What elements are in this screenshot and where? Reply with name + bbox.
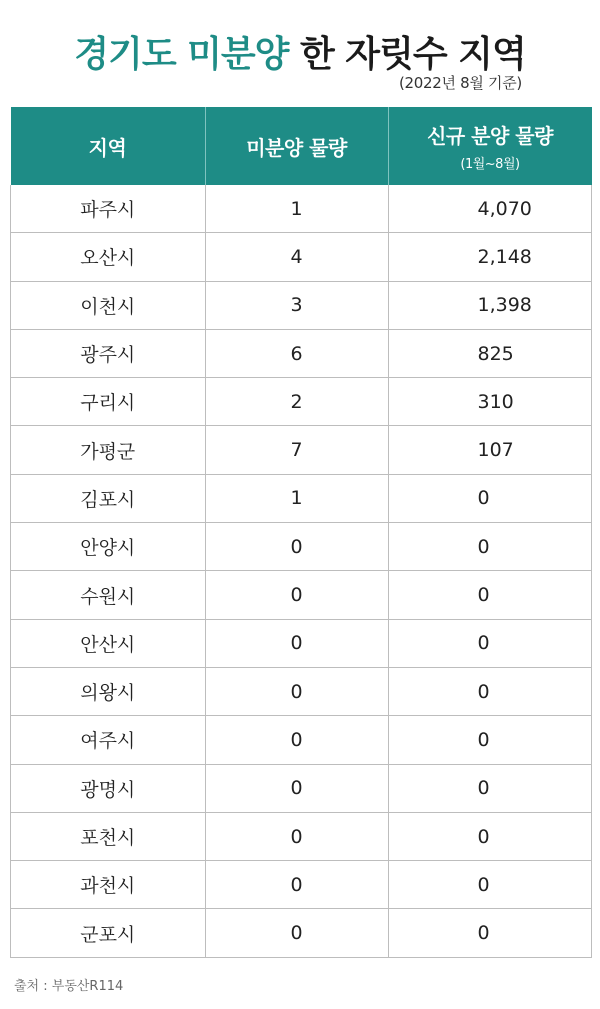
header-region <box>11 107 206 185</box>
cell-unsold: 7 <box>205 426 388 474</box>
title-highlight: 경기도 미분양 <box>74 34 289 75</box>
cell-new-supply: 2,148 <box>388 233 592 281</box>
table-row <box>11 474 592 522</box>
cell-new-supply: 107 <box>388 426 592 474</box>
cell-region: 의왕시 <box>11 667 206 715</box>
table-row <box>11 619 592 667</box>
source-note: 출처 : 부동산R114 <box>14 979 124 994</box>
table-row <box>11 764 592 812</box>
data-table <box>10 107 592 958</box>
table-body <box>11 185 592 957</box>
cell-unsold: 0 <box>205 716 388 764</box>
cell-unsold: 3 <box>205 281 388 329</box>
cell-region: 안산시 <box>11 619 206 667</box>
cell-unsold: 2 <box>205 378 388 426</box>
table-row <box>11 329 592 377</box>
table-header <box>11 107 592 185</box>
header-region-label: 지역 <box>88 135 127 160</box>
cell-new-supply: 0 <box>388 571 592 619</box>
table-row <box>11 426 592 474</box>
table-row <box>11 571 592 619</box>
title-rest: 한 자릿수 지역 <box>288 34 526 75</box>
header-unsold-label: 미분양 물량 <box>246 135 347 160</box>
cell-new-supply: 0 <box>388 619 592 667</box>
cell-region: 광명시 <box>11 764 206 812</box>
cell-unsold: 0 <box>205 861 388 909</box>
cell-region: 파주시 <box>11 185 206 233</box>
table-row <box>11 233 592 281</box>
cell-new-supply: 0 <box>388 474 592 522</box>
cell-unsold: 4 <box>205 233 388 281</box>
cell-unsold: 0 <box>205 619 388 667</box>
header-new-supply <box>388 107 592 185</box>
cell-new-supply: 4,070 <box>388 185 592 233</box>
data-table-container <box>10 107 589 958</box>
cell-unsold: 0 <box>205 764 388 812</box>
cell-region: 수원시 <box>11 571 206 619</box>
cell-new-supply: 825 <box>388 329 592 377</box>
cell-unsold: 0 <box>205 812 388 860</box>
cell-region: 안양시 <box>11 523 206 571</box>
table-row <box>11 378 592 426</box>
cell-region: 가평군 <box>11 426 206 474</box>
cell-region: 포천시 <box>11 812 206 860</box>
page-title <box>0 26 600 77</box>
cell-unsold: 1 <box>205 474 388 522</box>
cell-new-supply: 0 <box>388 909 592 957</box>
cell-new-supply: 1,398 <box>388 281 592 329</box>
page-subtitle: (2022년 8월 기준) <box>398 74 522 92</box>
cell-region: 오산시 <box>11 233 206 281</box>
cell-new-supply: 0 <box>388 861 592 909</box>
cell-new-supply: 0 <box>388 667 592 715</box>
cell-new-supply: 0 <box>388 523 592 571</box>
cell-new-supply: 0 <box>388 812 592 860</box>
cell-region: 군포시 <box>11 909 206 957</box>
cell-unsold: 0 <box>205 667 388 715</box>
header-new-supply-label: 신규 분양 물량 <box>427 124 553 148</box>
cell-unsold: 0 <box>205 909 388 957</box>
cell-region: 광주시 <box>11 329 206 377</box>
cell-region: 여주시 <box>11 716 206 764</box>
table-row <box>11 861 592 909</box>
table-row <box>11 185 592 233</box>
header-row <box>11 107 592 185</box>
cell-unsold: 0 <box>205 523 388 571</box>
cell-region: 이천시 <box>11 281 206 329</box>
cell-new-supply: 0 <box>388 764 592 812</box>
table-row <box>11 281 592 329</box>
cell-unsold: 1 <box>205 185 388 233</box>
cell-region: 김포시 <box>11 474 206 522</box>
table-row <box>11 667 592 715</box>
cell-region: 과천시 <box>11 861 206 909</box>
cell-new-supply: 0 <box>388 716 592 764</box>
table-row <box>11 909 592 957</box>
cell-unsold: 0 <box>205 571 388 619</box>
table-row <box>11 812 592 860</box>
header-unsold <box>205 107 388 185</box>
cell-region: 구리시 <box>11 378 206 426</box>
table-row <box>11 716 592 764</box>
header-new-supply-period: (1월~8월) <box>460 157 520 172</box>
table-row <box>11 523 592 571</box>
cell-new-supply: 310 <box>388 378 592 426</box>
cell-unsold: 6 <box>205 329 388 377</box>
